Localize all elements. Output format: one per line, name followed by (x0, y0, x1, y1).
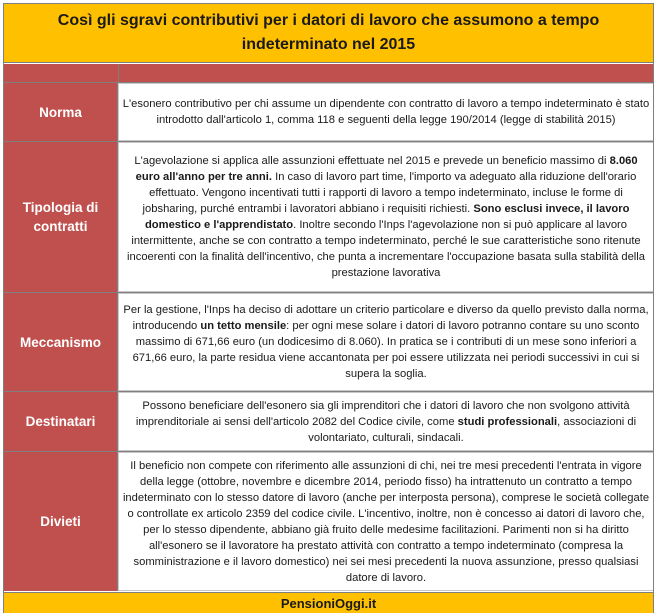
row-text (118, 452, 653, 591)
row-label: Divieti (4, 452, 118, 591)
text-segment: Possono beneficiare dell'esonero sia gli imprenditori che i datori di lavoro che non svolgono attività imprenditoriale ai sensi dell'articolo 2082 del Codice civile, come (135, 399, 630, 428)
row-divieti (4, 452, 653, 591)
row-tipologia (4, 142, 653, 292)
row-text (118, 293, 653, 391)
table-title: Così gli sgravi contributivi per i datori di lavoro che assumono a tempo indeterminato nel 2015 (4, 4, 653, 63)
text-segment: Per la gestione, l'Inps ha deciso di adottare un criterio particolare e diverso da quello previsto dalla norma, introducendo (123, 304, 649, 332)
header-spacer-right (118, 64, 653, 82)
row-destinatari (4, 392, 653, 451)
info-table (3, 3, 654, 613)
row-label: Meccanismo (4, 293, 118, 391)
text-segment: . Inoltre secondo l'Inps l'agevolazione non si può applicare al lavoro intermittente, anche se con contratto a tempo indeterminato, perché le sue caratteristiche sono ritenute incoerenti con la finalità dell'incentivo, che punta a incrementare l'occupazione basata sulla stabilità della prestazione lavorativa (127, 219, 645, 279)
row-label: Tipologia di contratti (4, 142, 118, 292)
row-text (118, 83, 653, 141)
row-paragraph (122, 458, 650, 586)
row-meccanismo (4, 293, 653, 391)
header-spacer-left (4, 64, 118, 82)
bold-text: 8.060 euro all'anno per tre anni. (135, 155, 638, 183)
header-spacer-row (4, 64, 653, 82)
text-segment: Il beneficio non compete con riferimento alle assunzioni di chi, nei tre mesi precedenti l'entrata in vigore della legge (ottobre, novembre e dicembre 2014, periodo fisso) ha intrattenuto un contratto a tempo indeterminato con lo stesso datore di lavoro (anche per interposta persona), comprese le società collegate o controllate ex articolo 2359 del codice civile. L'incentivo, inoltre, non è concesso ai datori di lavoro che, per lo stesso dipendente, abbiano già fruito delle medesime facilitazioni. Parimenti non si ha diritto all'esonero se il lavoratore ha prestato attività con contratto a tempo indeterminato (compresa la somministrazione e il lavoro domestico) nei sei mesi precedenti la nuova assunzione, presso qualsiasi datore di lavoro. (122, 459, 650, 584)
row-paragraph (122, 96, 650, 128)
text-segment: L'agevolazione si applica alle assunzioni effettuate nel 2015 e prevede un beneficio massimo di (134, 155, 610, 167)
text-segment: : per ogni mese solare i datori di lavoro potranno contare su uno sconto massimo di 671,66 euro (un dodicesimo di 8.060). In pratica se i contributi di un mese sono inferiori a 671,66 euro, la parte residua viene accantonata per poi essere utilizzata nei periodi successivi in cui si supera la soglia. (132, 320, 640, 380)
bold-text: studi professionali (457, 415, 558, 428)
text-segment: In caso di lavoro part time, l'importo va adeguato alla riduzione dell'orario effettuato. Vengono incentivati tutti i rapporti di lavoro a tempo indeterminato, incluse le forme di jobsharing, purché entrambi i lavoratori abbiano i requisiti richiesti. (142, 171, 637, 215)
text-segment: , associazioni di volontariato, culturali, sindacali. (308, 415, 637, 444)
row-norma (4, 83, 653, 141)
row-paragraph (122, 153, 650, 281)
row-label: Norma (4, 83, 118, 141)
row-text (118, 392, 653, 451)
row-label: Destinatari (4, 392, 118, 451)
text-segment: L'esonero contributivo per chi assume un dipendente con contratto di lavoro a tempo indeterminato è stato introdotto dall'articolo 1, comma 118 e seguenti della legge 190/2014 (legge di stabilità 2015) (122, 98, 650, 126)
row-paragraph (122, 398, 650, 446)
bold-text: un tetto mensile (200, 320, 287, 332)
source-footer: PensioniOggi.it (4, 592, 653, 613)
row-text (118, 142, 653, 292)
bold-text: Sono esclusi invece, il lavoro domestico e l'apprendistato (144, 203, 630, 231)
row-paragraph (122, 302, 650, 382)
